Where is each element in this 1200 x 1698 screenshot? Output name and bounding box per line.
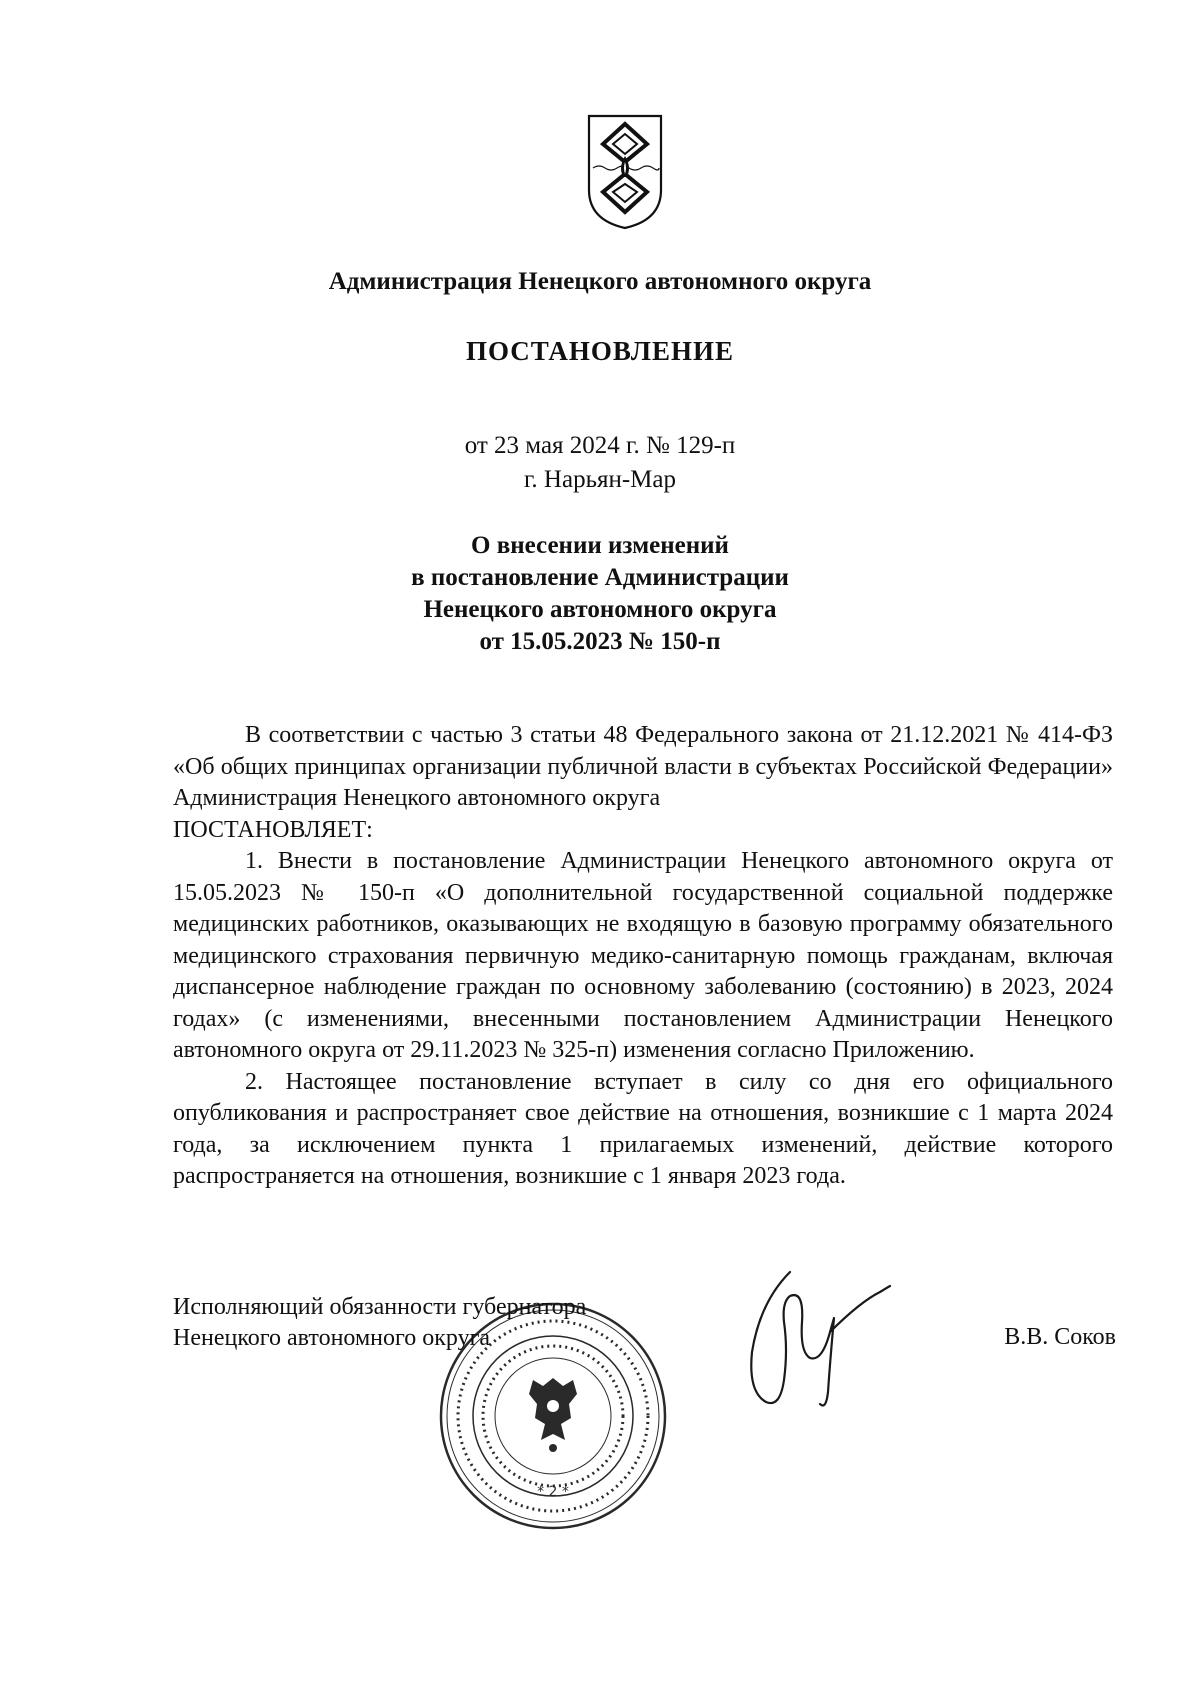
organization-name: Администрация Ненецкого автономного округа bbox=[328, 268, 872, 295]
city-line: г. Нарьян-Мар bbox=[523, 466, 676, 493]
signatory-position-line: Исполняющий обязанности губернатора bbox=[173, 1294, 587, 1320]
document-title bbox=[0, 530, 1200, 658]
signatory-position-line: Ненецкого автономного округа bbox=[173, 1325, 491, 1351]
document-type: ПОСТАНОВЛЕНИЕ bbox=[465, 336, 735, 366]
body-paragraph: В соответствии с частью 3 статьи 48 Федерального закона от 21.12.2021 № 414-ФЗ «Об общих принципах организации публичной власти в субъектах Российской Федерации» Администрация Ненецкого автономного округа bbox=[173, 722, 1113, 811]
title-line: Ненецкого автономного округа bbox=[423, 596, 777, 623]
document-body bbox=[173, 720, 1113, 1193]
body-paragraph: 1. Внести в постановление Администрации Ненецкого автономного округа от 15.05.2023 № 150-п «О дополнительной государственной социальной поддержке медицинских работников, оказывающих не входящую в базовую программу обязательного медицинского страхования первичную медико-санитарную помощь гражданам, включая диспансерное наблюдение граждан по основному заболеванию (состоянию) в 2023, 2024 годах» (с изменениями, внесенными постановлением Администрации Ненецкого автономного округа от 29.11.2023 № 325-п) изменения согласно Приложению. bbox=[173, 848, 1113, 1063]
body-paragraph: ПОСТАНОВЛЯЕТ: bbox=[173, 816, 373, 843]
title-line: от 15.05.2023 № 150-п bbox=[479, 628, 721, 655]
nenets-coat-of-arms-icon bbox=[585, 112, 665, 232]
body-paragraph: 2. Настоящее постановление вступает в силу со дня его официального опубликования и распространяет свое действие на отношения, возникшие с 1 марта 2024 года, за исключением пункта 1 прилагаемых изменений, действие которого распространяется на отношения, возникшие с 1 января 2023 года. bbox=[173, 1068, 1113, 1189]
svg-text:* 2 *: * 2 * bbox=[537, 1484, 569, 1500]
title-line: в постановление Администрации bbox=[411, 564, 789, 591]
title-line: О внесении изменений bbox=[471, 532, 729, 559]
date-number-line: от 23 мая 2024 г. № 129-п bbox=[464, 432, 736, 459]
signatory-position bbox=[173, 1292, 586, 1354]
handwritten-signature-icon bbox=[730, 1262, 900, 1412]
signatory-name: В.В. Соков bbox=[1004, 1324, 1116, 1350]
